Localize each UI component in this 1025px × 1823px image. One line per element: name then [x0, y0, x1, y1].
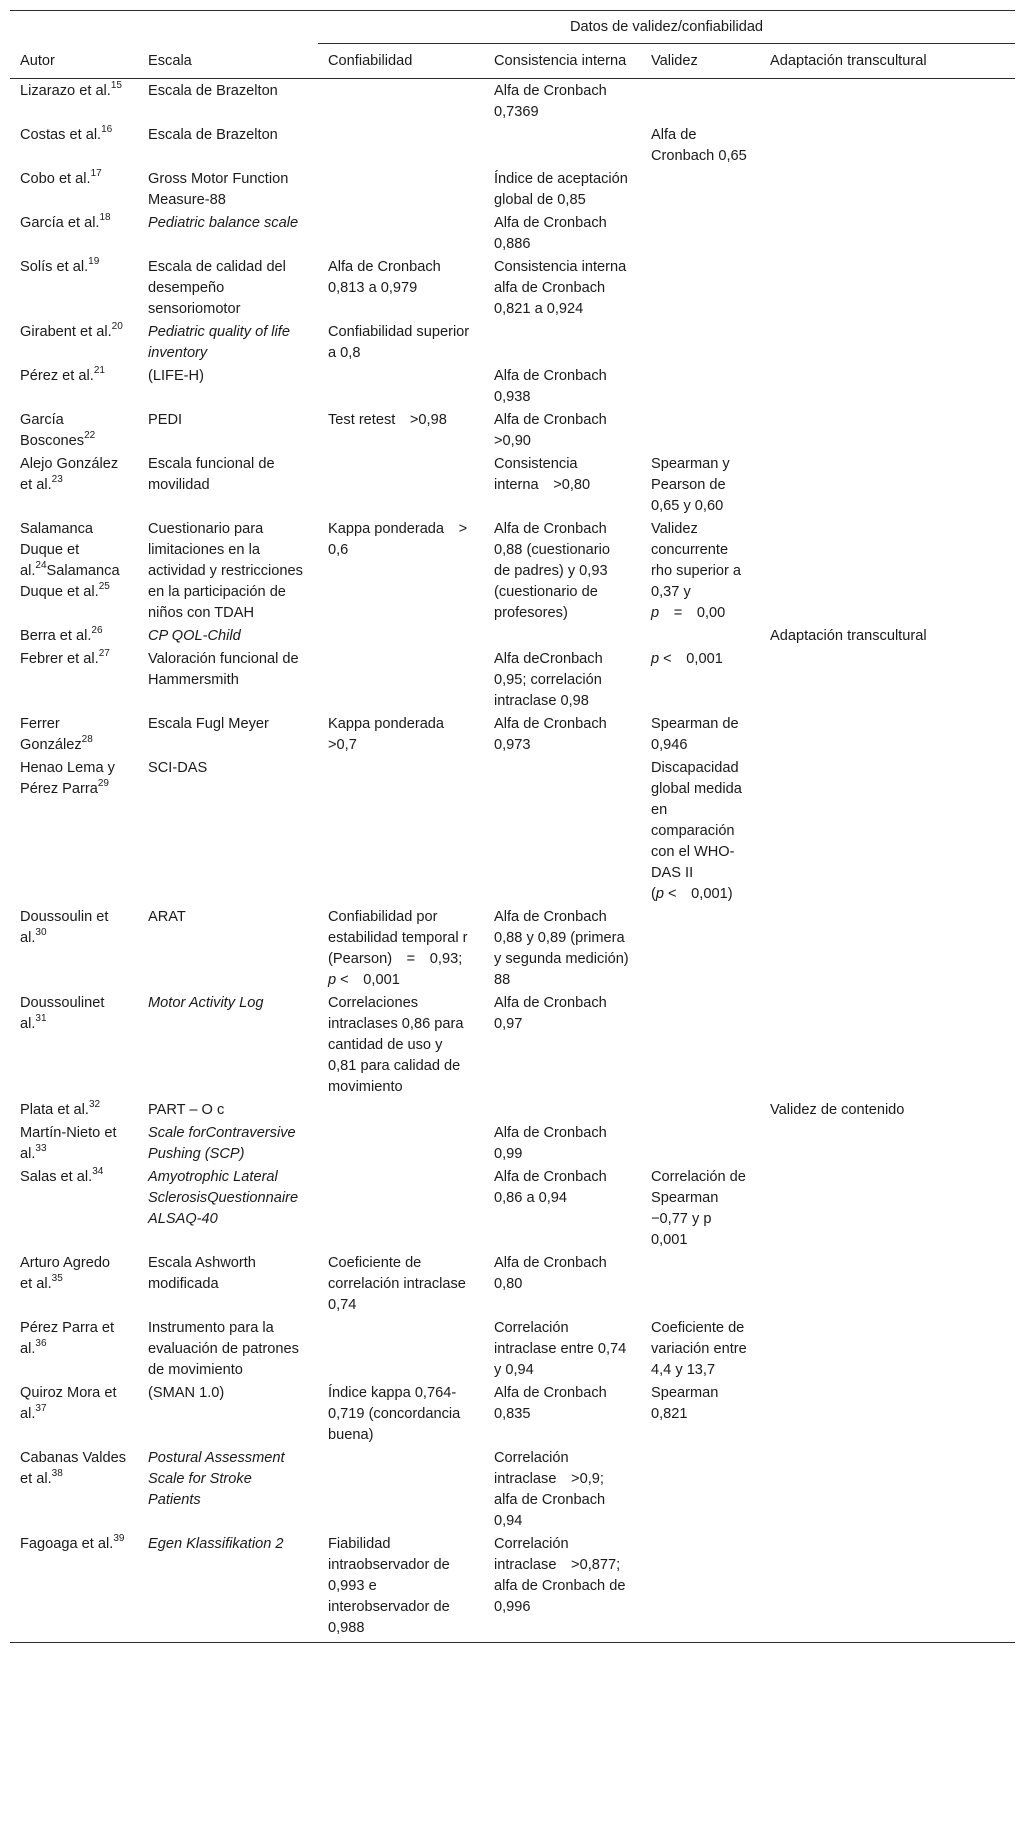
cell-reliability — [318, 648, 484, 713]
author-ref-2: 25 — [98, 581, 110, 593]
validity-text: Coeficiente de variación entre 4,4 y 13,7 — [651, 1320, 747, 1378]
cell-consistency: Alfa deCronbach 0,95; correlación intraclase 0,98 — [494, 651, 603, 709]
author-name: Girabent et al. — [20, 324, 112, 340]
author-ref: 37 — [35, 1403, 47, 1415]
cell-reliability — [318, 321, 484, 365]
table-row — [10, 1447, 1015, 1533]
cell-reliability — [318, 168, 484, 212]
cell-reliability — [318, 906, 484, 992]
author-name: Berra et al. — [20, 628, 92, 644]
header-row-columns — [10, 44, 1015, 79]
cell-adaptation — [760, 1252, 1015, 1317]
author-name: Martín-Nieto et al. — [20, 1125, 117, 1162]
validity-text: Spearman 0,821 — [651, 1385, 719, 1422]
cell-consistency: Alfa de Cronbach 0,99 — [494, 1125, 607, 1162]
table-row — [10, 1382, 1015, 1447]
validity-text: Discapacidad global medida en comparación con el WHO-DAS II — [651, 760, 742, 881]
cell-validity — [641, 625, 760, 648]
table-row — [10, 518, 1015, 625]
cell-consistency: Alfa de Cronbach 0,886 — [494, 215, 607, 252]
author-ref: 34 — [92, 1166, 104, 1178]
table-row — [10, 906, 1015, 992]
table-row — [10, 713, 1015, 757]
cell-author — [10, 625, 138, 648]
cell-validity — [641, 1533, 760, 1643]
author-ref: 30 — [35, 927, 47, 939]
cell-author — [10, 757, 138, 906]
table-row — [10, 625, 1015, 648]
cell-scale: (LIFE-H) — [148, 368, 204, 384]
cell-scale: Cuestionario para limitaciones en la actividad y restricciones en la participación de niños con TDAH — [148, 521, 303, 621]
cell-author — [10, 1252, 138, 1317]
validity-p: p = 0,00 — [651, 605, 726, 621]
author-ref: 29 — [97, 778, 109, 790]
cell-adaptation — [760, 992, 1015, 1099]
cell-validity — [641, 1317, 760, 1382]
cell-scale: Pediatric balance scale — [148, 215, 299, 231]
header-group-validity: Datos de validez/confiabilidad — [318, 11, 1015, 44]
cell-scale: CP QOL-Child — [148, 628, 241, 644]
author-name: Doussoulin et al. — [20, 909, 109, 946]
cell-author — [10, 212, 138, 256]
validity-p: p < 0,001 — [651, 651, 723, 667]
cell-adaptation — [760, 365, 1015, 409]
author-ref: 15 — [110, 80, 122, 92]
cell-reliability — [318, 713, 484, 757]
cell-reliability — [318, 453, 484, 518]
table-row — [10, 453, 1015, 518]
cell-author — [10, 1382, 138, 1447]
cell-adaptation — [760, 1317, 1015, 1382]
cell-reliability — [318, 1382, 484, 1447]
author-name: García et al. — [20, 215, 100, 231]
validity-table — [10, 10, 1015, 1643]
cell-reliability — [318, 1317, 484, 1382]
cell-adaptation — [760, 168, 1015, 212]
cell-reliability — [318, 1533, 484, 1643]
cell-validity — [641, 648, 760, 713]
cell-consistency: Consistencia interna alfa de Cronbach 0,821 a 0,924 — [494, 259, 627, 317]
cell-adaptation — [760, 79, 1015, 125]
cell-adaptation — [760, 409, 1015, 453]
col-header-confiabilidad: Confiabilidad — [318, 44, 484, 79]
cell-validity — [641, 256, 760, 321]
validity-p: (p < 0,001) — [651, 886, 733, 902]
reliability-text: Coeficiente de correlación intraclase 0,74 — [328, 1255, 466, 1313]
cell-consistency: Consistencia interna >0,80 — [494, 456, 591, 493]
cell-validity — [641, 992, 760, 1099]
cell-scale: Pediatric quality of life inventory — [148, 324, 290, 361]
author-name: Quiroz Mora et al. — [20, 1385, 117, 1422]
author-name: Pérez et al. — [20, 368, 94, 384]
validity-text: Spearman y Pearson de 0,65 y 0,60 — [651, 456, 730, 514]
cell-validity — [641, 1447, 760, 1533]
author-ref: 28 — [81, 734, 93, 746]
cell-reliability — [318, 256, 484, 321]
cell-consistency: Alfa de Cronbach 0,938 — [494, 368, 607, 405]
cell-validity — [641, 79, 760, 125]
cell-reliability — [318, 409, 484, 453]
cell-author — [10, 409, 138, 453]
table-row — [10, 1533, 1015, 1643]
reliability-text: Confiabilidad superior a 0,8 — [328, 324, 470, 361]
cell-reliability — [318, 79, 484, 125]
table-row — [10, 1122, 1015, 1166]
cell-author — [10, 365, 138, 409]
cell-scale: Instrumento para la evaluación de patrones de movimiento — [148, 1320, 299, 1378]
author-ref: 36 — [35, 1338, 47, 1350]
cell-scale: Escala Fugl Meyer — [148, 716, 269, 732]
author-name: Febrer et al. — [20, 651, 99, 667]
cell-consistency: Alfa de Cronbach 0,973 — [494, 716, 607, 753]
author-name: Doussoulinet al. — [20, 995, 105, 1032]
cell-consistency: Alfa de Cronbach 0,88 (cuestionario de padres) y 0,93 (cuestionario de profesores) — [494, 521, 611, 621]
cell-scale: Escala Ashworth modificada — [148, 1255, 256, 1292]
cell-scale: (SMAN 1.0) — [148, 1385, 225, 1401]
cell-author — [10, 518, 138, 625]
cell-validity — [641, 1122, 760, 1166]
cell-scale: ARAT — [148, 909, 186, 925]
cell-reliability — [318, 212, 484, 256]
header-row-group — [10, 11, 1015, 44]
cell-adaptation — [760, 256, 1015, 321]
validity-text: Spearman de 0,946 — [651, 716, 739, 753]
cell-reliability — [318, 1252, 484, 1317]
cell-consistency — [484, 124, 641, 168]
table-row — [10, 124, 1015, 168]
author-name: Salamanca Duque et al. — [20, 521, 94, 579]
table-row — [10, 409, 1015, 453]
author-ref: 21 — [93, 365, 105, 377]
table-row — [10, 1252, 1015, 1317]
cell-reliability — [318, 365, 484, 409]
cell-adaptation: Adaptación transcultural — [770, 628, 927, 644]
cell-validity — [641, 757, 760, 906]
cell-author — [10, 1166, 138, 1252]
cell-consistency — [484, 757, 641, 906]
cell-adaptation — [760, 648, 1015, 713]
cell-adaptation — [760, 713, 1015, 757]
table-row — [10, 256, 1015, 321]
cell-adaptation — [760, 757, 1015, 906]
cell-consistency: Correlación intraclase >0,877; alfa de Cronbach de 0,996 — [494, 1536, 626, 1615]
author-ref: 24 — [35, 560, 47, 572]
col-header-escala: Escala — [138, 44, 318, 79]
author-ref: 35 — [51, 1273, 63, 1285]
cell-validity — [641, 212, 760, 256]
cell-adaptation — [760, 1533, 1015, 1643]
table-row — [10, 1099, 1015, 1122]
cell-author — [10, 321, 138, 365]
cell-reliability — [318, 1166, 484, 1252]
cell-adaptation — [760, 1122, 1015, 1166]
cell-author — [10, 1533, 138, 1643]
cell-scale: Scale forContraversive Pushing (SCP) — [148, 1125, 296, 1162]
author-name: Solís et al. — [20, 259, 89, 275]
cell-consistency: Alfa de Cronbach 0,88 y 0,89 (primera y segunda medición) 88 — [494, 909, 629, 988]
cell-author — [10, 79, 138, 125]
col-header-consistencia: Consistencia interna — [484, 44, 641, 79]
author-ref: 23 — [51, 474, 63, 486]
author-name: Henao Lema y Pérez Parra — [20, 760, 115, 797]
cell-validity — [641, 321, 760, 365]
cell-reliability — [318, 992, 484, 1099]
table-row — [10, 992, 1015, 1099]
cell-scale: Escala de calidad del desempeño sensoriomotor — [148, 259, 286, 317]
cell-reliability — [318, 1122, 484, 1166]
cell-author — [10, 124, 138, 168]
cell-reliability — [318, 625, 484, 648]
table-row — [10, 321, 1015, 365]
author-ref: 38 — [51, 1468, 63, 1480]
cell-adaptation — [760, 906, 1015, 992]
cell-validity — [641, 365, 760, 409]
cell-adaptation — [760, 321, 1015, 365]
table-row — [10, 648, 1015, 713]
author-name: Salas et al. — [20, 1169, 93, 1185]
author-name: Arturo Agredo et al. — [20, 1255, 111, 1292]
author-ref: 26 — [91, 625, 103, 637]
cell-adaptation — [760, 518, 1015, 625]
cell-author — [10, 1099, 138, 1122]
cell-author — [10, 168, 138, 212]
cell-validity — [641, 453, 760, 518]
author-ref: 31 — [35, 1013, 47, 1025]
cell-scale: Egen Klassifikation 2 — [148, 1536, 284, 1552]
cell-consistency: Alfa de Cronbach 0,86 a 0,94 — [494, 1169, 607, 1206]
cell-validity — [641, 1099, 760, 1122]
cell-scale: Motor Activity Log — [148, 995, 264, 1011]
cell-consistency — [484, 625, 641, 648]
cell-scale: SCI-DAS — [148, 760, 208, 776]
cell-author — [10, 1447, 138, 1533]
reliability-text: Índice kappa 0,764-0,719 (concordancia buena) — [328, 1385, 461, 1443]
cell-consistency: Índice de aceptación global de 0,85 — [494, 171, 628, 208]
cell-validity — [641, 713, 760, 757]
cell-scale: Escala de Brazelton — [148, 83, 278, 99]
cell-validity — [641, 1252, 760, 1317]
cell-author — [10, 648, 138, 713]
cell-scale: Amyotrophic Lateral SclerosisQuestionnaire ALSAQ-40 — [148, 1169, 299, 1227]
author-ref: 17 — [90, 168, 102, 180]
cell-adaptation: Validez de contenido — [770, 1102, 905, 1118]
cell-validity — [641, 409, 760, 453]
col-header-adaptacion: Adaptación transcultural — [760, 44, 1015, 79]
col-header-validez: Validez — [641, 44, 760, 79]
author-name: Costas et al. — [20, 127, 102, 143]
cell-scale: Escala funcional de movilidad — [148, 456, 275, 493]
reliability-text: Kappa ponderada > 0,6 — [328, 521, 468, 558]
cell-scale: Postural Assessment Scale for Stroke Patients — [148, 1450, 285, 1508]
reliability-text: Confiabilidad por estabilidad temporal r (Pearson) = 0,93; — [328, 909, 468, 967]
cell-author — [10, 713, 138, 757]
author-ref: 18 — [99, 212, 111, 224]
cell-consistency: Alfa de Cronbach 0,80 — [494, 1255, 607, 1292]
cell-scale: PEDI — [148, 412, 183, 428]
cell-validity — [641, 518, 760, 625]
validity-text: Alfa de Cronbach 0,65 — [651, 127, 747, 164]
validity-text: Correlación de Spearman −0,77 y p 0,001 — [651, 1169, 746, 1248]
cell-reliability — [318, 124, 484, 168]
table-row — [10, 757, 1015, 906]
cell-author — [10, 992, 138, 1099]
cell-scale: Escala de Brazelton — [148, 127, 278, 143]
author-name: Cabanas Valdes et al. — [20, 1450, 127, 1487]
col-header-autor: Autor — [10, 44, 138, 79]
author-name: García Boscones — [20, 412, 85, 449]
cell-adaptation — [760, 1447, 1015, 1533]
reliability-text: Test retest >0,98 — [328, 412, 447, 428]
cell-author — [10, 256, 138, 321]
reliability-text: Correlaciones intraclases 0,86 para cantidad de uso y 0,81 para calidad de movimiento — [328, 995, 464, 1095]
author-ref: 16 — [101, 124, 113, 136]
cell-validity — [641, 124, 760, 168]
cell-validity — [641, 1382, 760, 1447]
table-row — [10, 168, 1015, 212]
cell-adaptation — [760, 124, 1015, 168]
author-name: Plata et al. — [20, 1102, 89, 1118]
header-spacer — [10, 11, 318, 44]
cell-validity — [641, 1166, 760, 1252]
table-row — [10, 1317, 1015, 1382]
author-ref: 39 — [113, 1533, 125, 1545]
cell-consistency — [484, 321, 641, 365]
table-row — [10, 212, 1015, 256]
cell-reliability — [318, 518, 484, 625]
cell-author — [10, 1317, 138, 1382]
reliability-text: Fiabilidad intraobservador de 0,993 e interobservador de 0,988 — [328, 1536, 450, 1636]
reliability-text: Kappa ponderada >0,7 — [328, 716, 459, 753]
cell-consistency: Alfa de Cronbach >0,90 — [494, 412, 622, 449]
cell-validity — [641, 906, 760, 992]
cell-adaptation — [760, 453, 1015, 518]
cell-author — [10, 453, 138, 518]
cell-author — [10, 906, 138, 992]
reliability-p: p < 0,001 — [328, 972, 400, 988]
table-row — [10, 1166, 1015, 1252]
author-name: Alejo González et al. — [20, 456, 119, 493]
cell-adaptation — [760, 1382, 1015, 1447]
author-name: Pérez Parra et al. — [20, 1320, 115, 1357]
table-row — [10, 79, 1015, 125]
validity-text: Validez concurrente rho superior a 0,37 y — [651, 521, 742, 600]
author-name: Cobo et al. — [20, 171, 91, 187]
reliability-text: Alfa de Cronbach 0,813 a 0,979 — [328, 259, 441, 296]
cell-scale: PART – O c — [148, 1102, 225, 1118]
author-name: Fagoaga et al. — [20, 1536, 114, 1552]
cell-consistency: Correlación intraclase >0,9; alfa de Cronbach 0,94 — [494, 1450, 606, 1529]
author-ref: 22 — [84, 430, 96, 442]
cell-reliability — [318, 757, 484, 906]
cell-reliability — [318, 1447, 484, 1533]
cell-consistency — [484, 1099, 641, 1122]
author-name: Lizarazo et al. — [20, 83, 111, 99]
cell-scale: Gross Motor Function Measure-88 — [148, 171, 289, 208]
cell-consistency: Alfa de Cronbach 0,97 — [494, 995, 607, 1032]
author-ref: 20 — [111, 321, 123, 333]
cell-adaptation — [760, 1166, 1015, 1252]
author-ref: 32 — [88, 1099, 101, 1111]
cell-scale: Valoración funcional de Hammersmith — [148, 651, 299, 688]
table-body — [10, 79, 1015, 1643]
author-ref: 33 — [35, 1143, 47, 1155]
table-row — [10, 365, 1015, 409]
cell-validity — [641, 168, 760, 212]
cell-adaptation — [760, 212, 1015, 256]
author-name: Ferrer González — [20, 716, 82, 753]
cell-consistency: Alfa de Cronbach 0,7369 — [494, 83, 607, 120]
cell-consistency: Correlación intraclase entre 0,74 y 0,94 — [494, 1320, 627, 1378]
cell-consistency: Alfa de Cronbach 0,835 — [494, 1385, 607, 1422]
cell-reliability — [318, 1099, 484, 1122]
cell-author — [10, 1122, 138, 1166]
author-ref: 27 — [98, 648, 110, 660]
author-ref: 19 — [88, 256, 100, 268]
author-name-2: Salamanca Duque et al. — [20, 563, 120, 600]
